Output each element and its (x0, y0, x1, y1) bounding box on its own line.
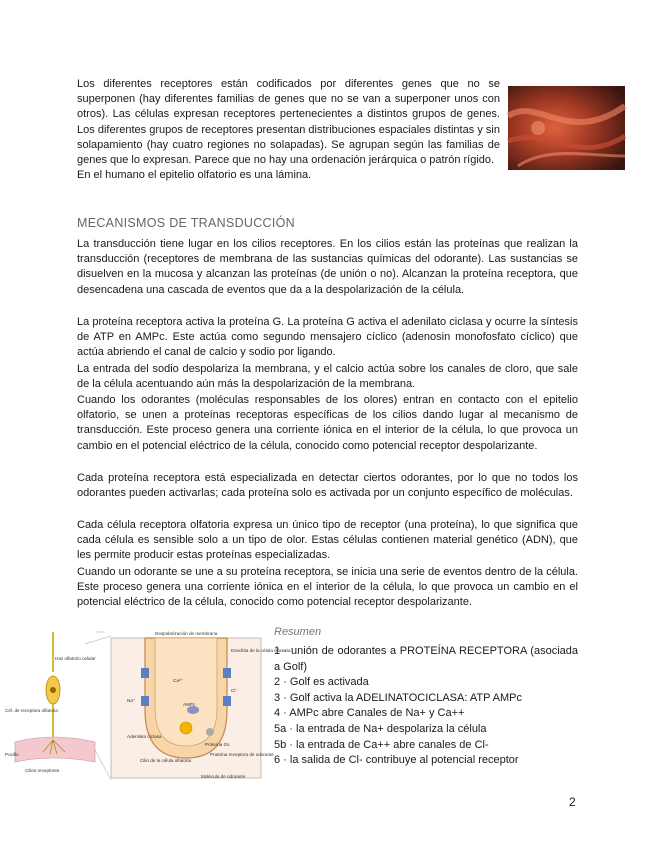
resumen-item: 2 · Golf es activada (274, 676, 369, 689)
paragraph-3: La entrada del sodio despolariza la membrana, y el calcio actúa sobre los canales de cloro, que sale de la célula acentuando aún más la despolarización de la membrana. (77, 363, 578, 391)
transduction-diagram (5, 631, 291, 780)
label-molecula: Molécula de odorante (201, 774, 246, 779)
label-cilio-cel: Cilio de la célula olfatoria (140, 758, 192, 763)
resumen-list (274, 644, 578, 769)
label-pocillo: Pocillo (5, 752, 19, 757)
label-cel-receptora: Cél. de receptora olfatoria (5, 708, 58, 713)
page-number: 2 (569, 795, 576, 809)
photo-image (508, 86, 625, 170)
paragraph-5: Cada proteína receptora está especializada en detectar ciertos odorantes, por lo que no todos los odorantes pueden activarlas; cada proteína solo es activada por un conjunto específico de moléculas. (77, 472, 578, 500)
resumen-item: 5a · la entrada de Na+ despolariza la célula (274, 722, 487, 735)
resumen-item: 3 · Golf activa la ADELINATOCICLASA: ATP AMPc (274, 691, 522, 704)
label-cl: Cl⁻ (231, 688, 238, 693)
resumen-item: 5b · la entrada de Ca++ abre canales de Cl- (274, 738, 489, 751)
paragraph-6: Cada célula receptora olfatoria expresa un único tipo de receptor (una proteína), lo que significa que cada célula es sensible solo a un tipo de olor. Estas células contienen material genético (ADN), que les permite producir estas proteínas especializadas. (77, 519, 578, 562)
resumen-item: 4 · AMPc abre Canales de Na+ y Ca++ (274, 707, 465, 720)
label-dendrita: Dendrita de la célula olfatoria (231, 648, 291, 653)
intro-text: Los diferentes receptores están codificados por diferentes genes que no se superponen (hay diferentes familias de genes que no se van a superponer unos con otros). Las células expresan receptores pertenecientes a distintos grupos de genes. Los diferentes grupos de receptores presentan distribuciones espaciales distintas y sin solapamiento (hay cuatro regiones no solapadas). Se agrupan según las familias de genes que lo expresan. Parece que no hay una ordenación jerárquica o patrón rígido. (77, 78, 500, 167)
label-proteina-g: Proteína Gs (205, 742, 230, 747)
label-proteina-receptora: Proteína receptora de odorante (210, 752, 274, 757)
paragraph-1: La transducción tiene lugar en los cilios receptores. En los cilios están las proteínas que realizan la transducción (receptores de membrana de las sustancias químicas del odorante). Las sustancias se disuelven en la mucosa y alcanzan las proteínas (de unión o no). Alcanzan la proteína receptora, que desencadena una cascada de eventos que da a la despolarización de la célula. (77, 238, 578, 296)
transduction-figure (5, 631, 291, 780)
receptor-cell-drawing (15, 632, 111, 780)
label-adenilato: Adenilato ciclasa (127, 734, 162, 739)
label-camp: AMPc (183, 702, 196, 707)
paragraph-4: Cuando los odorantes (moléculas responsables de los olores) entran en contacto con el epitelio olfatorio, se unen a proteínas receptoras específicas de los cilios dando lugar al mecanismo de transducción. Este proceso genera una corriente iónica en el interior de la célula, lo que provoca un cambio en el potencial eléctrico de la célula, conocido como potencial receptor despolarizante. (77, 394, 578, 452)
section-title: MECANISMOS DE TRANSDUCCIÓN (77, 216, 296, 230)
paragraph-7: Cuando un odorante se une a su proteína receptora, se inicia una serie de eventos dentro de la célula. Este proceso genera una corriente iónica en el interior de la célula, lo que provoca un cambio en el potencial eléctrico de la célula, conocido como potencial receptor despolarizante. (77, 566, 578, 609)
olfactory-epithelium-photo (508, 86, 625, 170)
label-cilios: Cilios receptores (25, 768, 60, 773)
intro-paragraph (77, 77, 500, 183)
resumen-title: Resumen (274, 626, 322, 638)
cilium-panel (111, 638, 261, 778)
label-na: Na⁺ (127, 698, 136, 703)
label-haz: Haz olfatorio celular (55, 656, 96, 661)
label-ca: Ca²⁺ (173, 678, 183, 683)
resumen-item: 6 · la salida de Cl- contribuye al potencial receptor (274, 754, 519, 767)
paragraph-2: La proteína receptora activa la proteína G. La proteína G activa el adenilato ciclasa y ocurre la síntesis de ATP en AMPc. Este actúa como segundo mensajero cíclico (adenosin monofosfato cíclico) que actúa abriendo el canal de calcio y sodio por ligando. (77, 316, 578, 359)
resumen-item: 1 · unión de odorantes a PROTEÍNA RECEPTORA (asociada a Golf) (274, 645, 578, 673)
intro-last-line: En el humano el epitelio olfatorio es una lámina. (77, 169, 312, 182)
label-despolarizacion: Despolarización de membrana (155, 631, 218, 636)
